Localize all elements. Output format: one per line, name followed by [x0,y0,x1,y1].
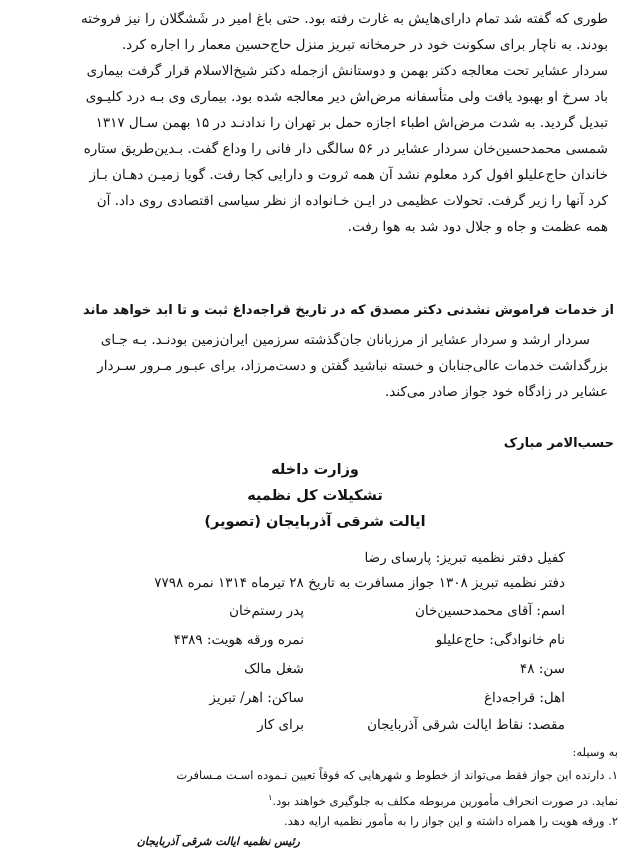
order-line: حسب‌الامر مبارک [503,436,614,451]
text-line: سردار ارشد و سردار عشایر از مرزبانان جان‌گذشته سرزمین ایران‌زمین بودنـد. بـه جـای [100,332,590,348]
name-field: اسم: آقای محمدحسین‌خان [414,603,565,619]
note-line: ۱. دارنده این جواز فقط می‌تواند از خطوط و شهرهایی که فوقاً تعیین نـموده اسـت مـسافرت [176,768,618,782]
text-line: طوری که گفته شد تمام دارای‌هایش به غارت رفته بود. حتی باغ امیر در شَشگلان را نیز فروخته [81,11,608,27]
purpose-field: برای کار [257,717,304,733]
text-line: بودند. به ناچار برای سکونت خود در حرمخانه تبریز منزل حاج‌حسین معمار را اجاره کرد. [121,37,608,53]
signature: رئیس نظمیه ایالت شرقی آذربایجان [136,835,300,848]
text-line: همه عظمت و جاه و جلال دود شد به هوا رفت. [347,219,608,235]
footnote-marker: ۱ [268,793,273,802]
family-name-field: نام خانوادگی: حاج‌علیلو [435,632,565,648]
registrar-line: کفیل دفتر نظمیه تبریز: پارسای رضا [364,550,565,566]
text-line: باد سرخ او بهبود یافت ولی متأسفانه مرض‌اش دیر معالجه شده بود. بیماری وی بـه درد کلیـوی [85,89,608,105]
text-line: کرد آنها را زیر گرفت. تحولات عظیمی در ایـن خـانواده از نظر سیاسی اقتصادی روی داد. آن [96,193,608,209]
note-text: نماید. در صورت انحراف مأمورین مربوطه مکلف به جلوگیری خواهند بود. [272,793,618,808]
id-number-field: نمره ورقه هویت: ۴۳۸۹ [173,632,304,648]
age-field: سن: ۴۸ [520,661,565,677]
text-line: تبدیل گردید. به شدت مرض‌اش اطباء اجازه حمل بر تهران را ندادنـد در ۱۵ بهمن سـال ۱۳۱۷ [95,115,608,131]
section-paragraph [18,327,608,405]
note-line [28,789,618,810]
story-paragraph [18,6,608,240]
notes-intro: به وسیله: [572,745,618,759]
permit-number-line: دفتر نظمیه تبریز ۱۳۰۸ جواز مسافرت به تاریخ ۲۸ تیرماه ۱۳۱۴ نمره ۷۷۹۸ [154,575,565,591]
note-line: ۲. ورقه هویت را همراه داشته و این جواز را به مأمور نظمیه ارایه دهد. [284,814,618,828]
father-field: پدر رستم‌خان [229,603,304,619]
text-line: بزرگداشت خدمات عالی‌جنابان و خسته نباشید گفتن و دست‌مرزاد، برای عبـور مـرور سـردار [97,358,608,374]
text-line: شمسی محمدحسین‌خان سردار عشایر در ۵۶ سالگی دار فانی را وداع گفت. بـدین‌طریق ستاره [83,141,608,157]
text-line: خاندان حاج‌علیلو افول کرد معلوم نشد آن همه ثروت و دارایی کجا رفت. گویا زمیـن دهـان بـاز [89,167,608,183]
residence-field: ساکن: اهر/ تبریز [209,690,304,706]
text-line: عشایر در زادگاه خود جواز صادر می‌کند. [385,384,608,400]
occupation-field: شغل مالک [244,661,304,677]
ministry-title: وزارت داخله [271,462,359,478]
province-title: ایالت شرقی آذربایجان (تصویر) [204,514,426,530]
department-title: تشکیلات کل نظمیه [247,488,383,504]
origin-field: اهل: قراجه‌داغ [484,690,565,706]
text-line: سردار عشایر تحت معالجه دکتر بهمن و دوستانش از‌جمله دکتر شیخ‌الاسلام قرار گرفت بیماری [86,63,608,79]
destination-field: مقصد: نقاط ایالت شرقی آذربایجان [367,717,565,733]
section-heading: از خدمات فراموش نشدنی دکتر مصدق که در تاریخ قراجه‌داغ ثبت و تا ابد خواهد ماند [82,303,614,318]
